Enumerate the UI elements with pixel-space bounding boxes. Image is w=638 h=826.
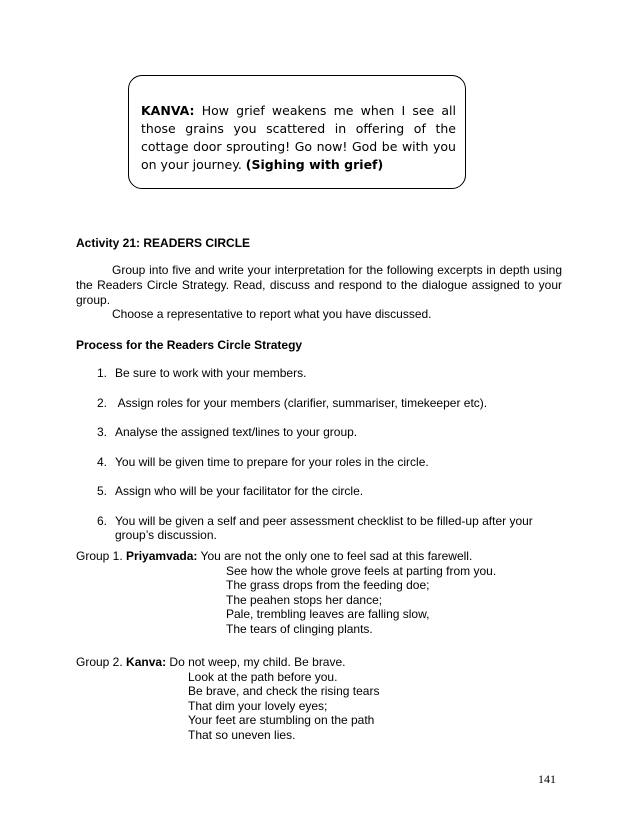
verse-line: The grass drops from the feeding doe; [226, 578, 430, 593]
step-number: 5. [97, 484, 108, 498]
step-text: You will be given a self and peer assessment checklist to be filled-up after your group’s discussion. [115, 513, 533, 542]
group-label: Group 1. [76, 549, 123, 563]
step-text: Be sure to work with your members. [115, 366, 307, 380]
group-excerpt [76, 549, 496, 637]
process-step [97, 366, 567, 381]
verse-line: Look at the path before you. [188, 669, 338, 684]
process-steps-list [97, 366, 567, 543]
step-number: 4. [97, 454, 108, 469]
verse-line: See how the whole grove feels at parting from you. [226, 563, 497, 578]
step-text: Analyse the assigned text/lines to your group. [115, 425, 358, 439]
dialogue-line: How grief weakens me when I see all those grains you scattered in offering of the cottage door sprouting! Go now! God be with you on your journey. [141, 103, 456, 172]
step-number: 2. [97, 395, 108, 410]
process-title: Process for the Readers Circle Strategy [76, 338, 303, 352]
speaker-name: Kanva: [126, 655, 167, 669]
verse-line: Pale, trembling leaves are falling slow, [226, 607, 430, 622]
excerpt-first-line [76, 655, 379, 670]
excerpt-line: Do not weep, my child. Be brave. [169, 655, 346, 669]
dialogue-box [128, 75, 466, 189]
activity-instructions [76, 263, 562, 322]
verse-line: Your feet are stumbling on the path [188, 713, 375, 728]
process-step [97, 455, 567, 470]
process-step [97, 484, 567, 499]
stage-direction: (Sighing with grief) [245, 157, 384, 172]
dialogue-speaker: KANVA: [141, 103, 195, 118]
activity-title: Activity 21: READERS CIRCLE [76, 236, 251, 250]
instruction-paragraph: Group into five and write your interpretation for the following excerpts in depth using the Readers Circle Strategy. Read, discuss and respond to the dialogue assigned to your group. [76, 263, 562, 307]
step-text: You will be given time to prepare for your roles in the circle. [115, 454, 429, 469]
group-label: Group 2. [76, 655, 123, 669]
step-number: 1. [97, 366, 108, 380]
speaker-name: Priyamvada: [126, 549, 198, 563]
excerpt-first-line [76, 549, 496, 564]
process-step [97, 425, 567, 440]
dialogue-text [141, 102, 456, 174]
verse-line: That dim your lovely eyes; [188, 698, 328, 713]
verse-line: That so uneven lies. [188, 727, 296, 742]
process-step [97, 396, 567, 411]
step-text: Assign roles for your members (clarifier, summariser, timekeeper etc). [115, 395, 488, 410]
page-number: 141 [538, 772, 556, 786]
verse-line: Be brave, and check the rising tears [188, 684, 380, 699]
excerpt-line: You are not the only one to feel sad at this farewell. [200, 549, 473, 563]
verse-line: The peahen stops her dance; [226, 592, 383, 607]
step-number: 6. [97, 513, 108, 528]
verse-line: The tears of clinging plants. [226, 621, 373, 636]
process-step [97, 514, 567, 543]
step-text: Assign who will be your facilitator for the circle. [115, 484, 364, 498]
group-excerpt [76, 655, 379, 743]
instruction-paragraph: Choose a representative to report what you have discussed. [112, 307, 432, 322]
step-number: 3. [97, 425, 108, 439]
